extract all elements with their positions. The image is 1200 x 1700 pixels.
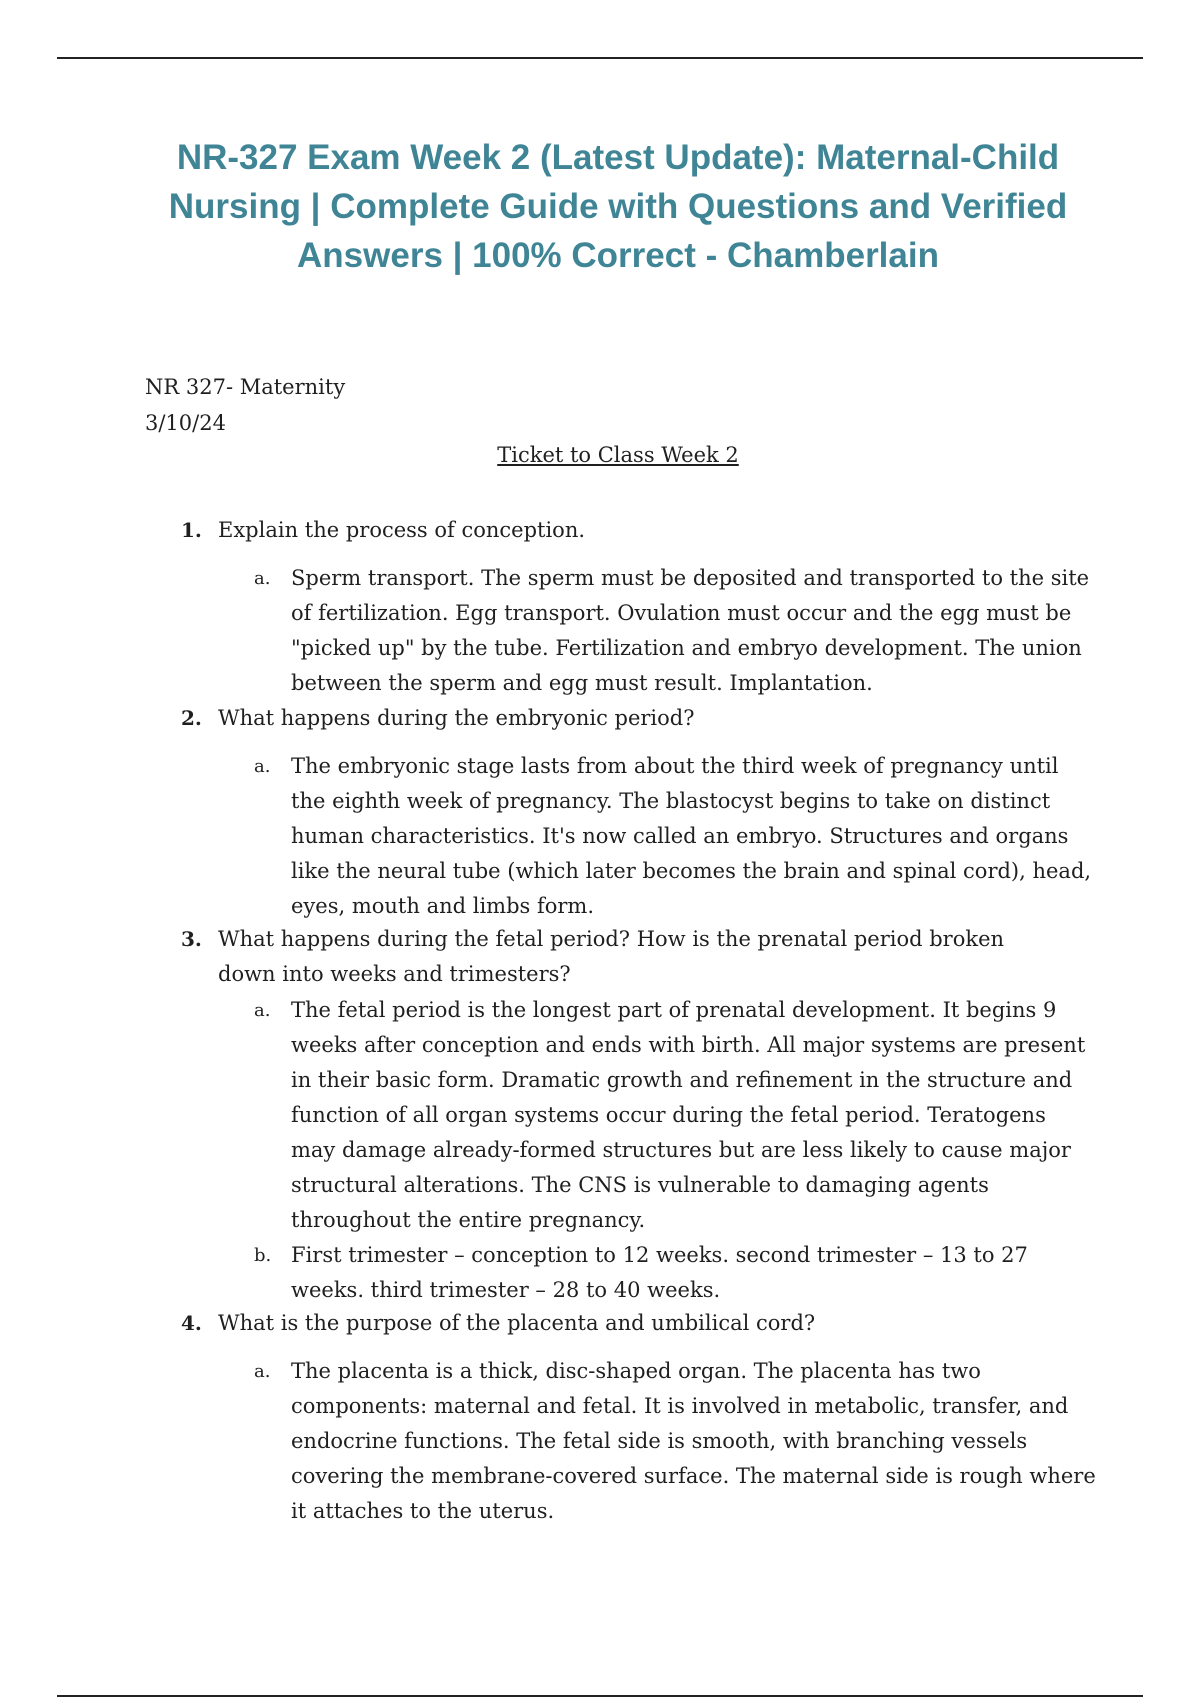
answer-letter: a. — [254, 1361, 271, 1382]
question-number: 1. — [181, 518, 202, 542]
answer-text: The embryonic stage lasts from about the third week of pregnancy until the eighth week of pregnancy. The blastocyst begins to take on distinct human characteristics. It's now called an embryo. Structures and organs like the neural tube (which later becomes the brain and spinal cord), head, eyes, mouth and limbs form. — [291, 754, 1092, 918]
answer-text: The placenta is a thick, disc-shaped organ. The placenta has two components: maternal and fetal. It is involved in metabolic, transfer, and endocrine functions. The fetal side is smooth, with branching vessels covering the membrane-covered surface. The maternal side is rough where it attaches to the uterus. — [291, 1359, 1096, 1523]
question-number: 2. — [181, 706, 202, 730]
question-number: 3. — [181, 927, 202, 951]
bottom-divider — [57, 1695, 1143, 1697]
question-text: What happens during the fetal period? How is the prenatal period broken down into weeks and trimesters? — [218, 927, 1005, 986]
question-text: Explain the process of conception. — [218, 518, 586, 542]
question-text: What happens during the embryonic period? — [218, 706, 695, 730]
answer-letter: a. — [254, 1000, 271, 1021]
question-text: What is the purpose of the placenta and umbilical cord? — [218, 1311, 816, 1335]
answer-letter: a. — [254, 568, 271, 589]
document-date: 3/10/24 — [145, 411, 226, 435]
document-title: NR-327 Exam Week 2 (Latest Update): Maternal-Child Nursing | Complete Guide with Questions and Verified Answers | 100% Correct - Chamberlain — [168, 138, 1068, 275]
answer-letter: b. — [254, 1245, 272, 1266]
question-number: 4. — [181, 1311, 202, 1335]
answer-text: First trimester – conception to 12 weeks. second trimester – 13 to 27 weeks. third trimester – 28 to 40 weeks. — [291, 1243, 1028, 1302]
answer-text: The fetal period is the longest part of prenatal development. It begins 9 weeks after conception and ends with birth. All major systems are present in their basic form. Dramatic growth and refinement in the structure and function of all organ systems occur during the fetal period. Teratogens may damage already-formed structures but are less likely to cause major structural alterations. The CNS is vulnerable to damaging agents throughout the entire pregnancy. — [291, 998, 1086, 1232]
section-heading: Ticket to Class Week 2 — [497, 443, 739, 467]
course-name: NR 327- Maternity — [145, 375, 346, 399]
answer-letter: a. — [254, 756, 271, 777]
answer-text: Sperm transport. The sperm must be deposited and transported to the site of fertilization. Egg transport. Ovulation must occur and the egg must be "picked up" by the tube. Fertilization and embryo development. The union between the sperm and egg must result. Implantation. — [291, 566, 1090, 695]
